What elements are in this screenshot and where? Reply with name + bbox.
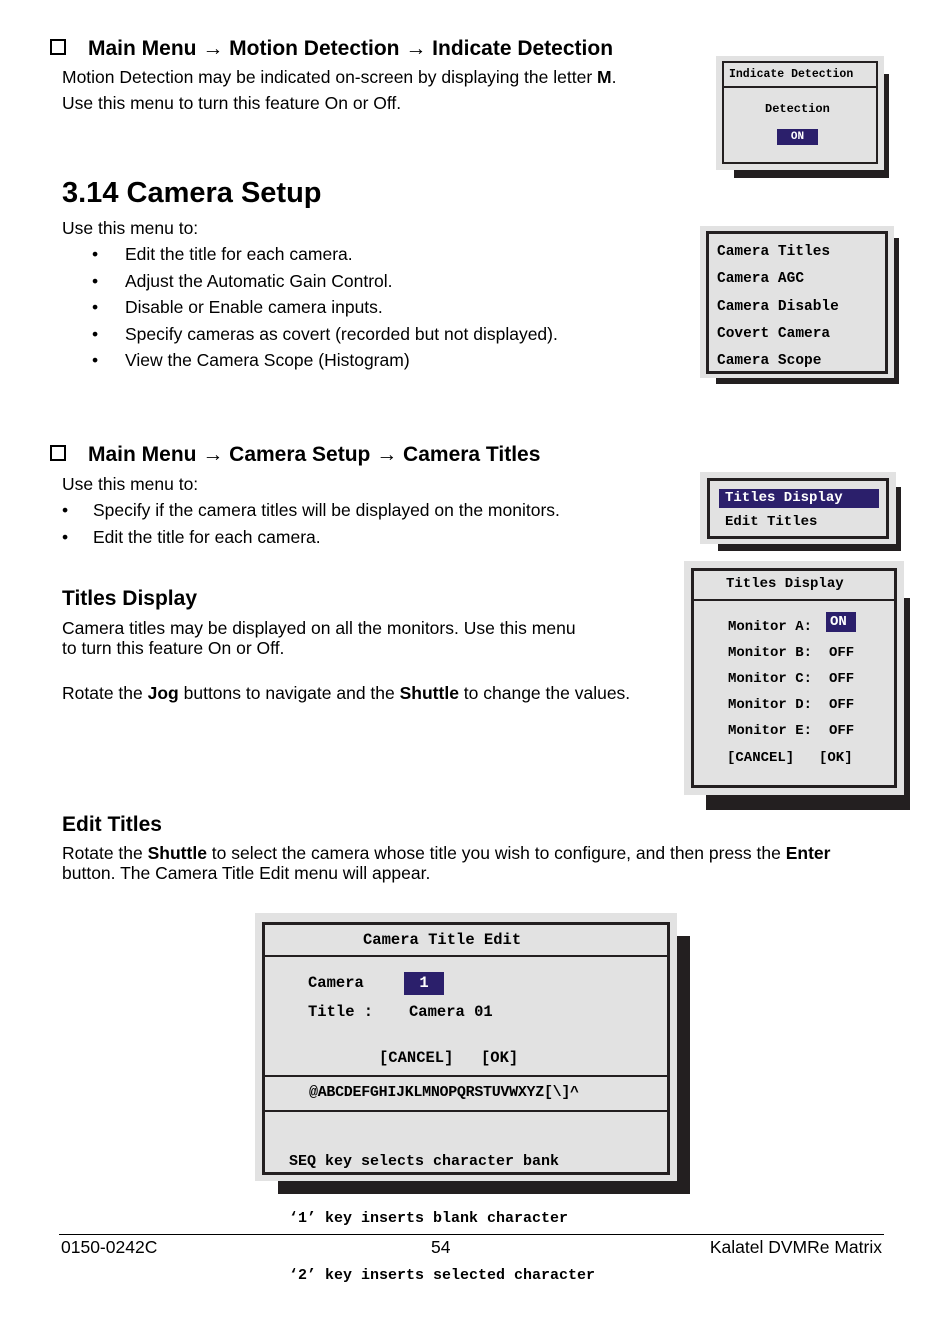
menu-title: Titles Display	[726, 576, 844, 592]
character-bank[interactable]: @ABCDEFGHIJKLMNOPQRSTUVWXYZ[\]^	[309, 1084, 579, 1101]
menu-item-camera-titles[interactable]: Camera Titles	[717, 244, 831, 260]
checkbox-bullet-icon	[50, 39, 66, 55]
monitor-c-value[interactable]: OFF	[829, 671, 855, 687]
monitor-a-value[interactable]: ON	[826, 612, 856, 632]
title-label: Title :	[308, 1003, 374, 1021]
menu-item-camera-agc[interactable]: Camera AGC	[717, 271, 805, 288]
detection-value[interactable]: ON	[777, 129, 818, 145]
list-item: • Edit the title for each camera.	[62, 526, 321, 547]
list-item: • Specify cameras as covert (recorded but not displayed).	[92, 323, 558, 344]
subsection-heading-edit-titles: Edit Titles	[62, 813, 162, 836]
monitor-e-value[interactable]: OFF	[829, 723, 855, 739]
monitor-rows	[728, 614, 812, 744]
edit-titles-text-2: button. The Camera Title Edit menu will appear.	[62, 863, 431, 883]
monitor-row: Monitor A:	[728, 619, 813, 635]
list-item: • Edit the title for each camera.	[92, 244, 353, 264]
menu-item-titles-display[interactable]: Titles Display	[719, 489, 879, 508]
menu-item-camera-scope[interactable]: Camera Scope	[717, 353, 822, 370]
indicate-detection-text-2: Use this menu to turn this feature On or Off.	[62, 93, 402, 113]
cancel-button[interactable]: [CANCEL]	[379, 1049, 454, 1067]
footer-page-number: 54	[431, 1237, 451, 1257]
menu-title: Camera Title Edit	[363, 931, 522, 949]
monitor-row: Monitor C:	[728, 671, 813, 687]
section-heading-indicate-detection: Main Menu → Motion Detection → Indicate Detection	[50, 37, 613, 61]
list-item: • Adjust the Automatic Gain Control.	[92, 270, 393, 291]
list-item: • View the Camera Scope (Histogram)	[92, 350, 410, 370]
camera-number-field[interactable]: 1	[404, 972, 444, 995]
monitor-row: Monitor B:	[728, 645, 813, 661]
section-heading-camera-titles: Main Menu → Camera Setup → Camera Titles	[50, 443, 540, 467]
footer-product-name: Kalatel DVMRe Matrix	[709, 1237, 882, 1257]
camera-setup-intro: Use this menu to:	[62, 218, 199, 238]
titles-display-text-1: Camera titles may be displayed on all the monitors. Use this menu to turn this feature On or Off.	[62, 618, 576, 658]
ok-button[interactable]: [OK]	[481, 1049, 519, 1067]
titles-display-menu	[684, 561, 904, 795]
titles-display-text-2: Rotate the Jog buttons to navigate and the Shuttle to change the values.	[62, 683, 631, 703]
camera-setup-bullet-list	[92, 241, 558, 374]
footer-rule	[59, 1234, 884, 1235]
list-item: • Specify if the camera titles will be displayed on the monitors.	[62, 500, 560, 520]
menu-item-edit-titles[interactable]: Edit Titles	[725, 514, 818, 530]
page-title-camera-setup: 3.14 Camera Setup	[62, 177, 322, 209]
monitor-row: Monitor E:	[728, 723, 813, 739]
monitor-row: Monitor D:	[728, 697, 813, 713]
monitor-d-value[interactable]: OFF	[829, 697, 855, 713]
footer-doc-number: 0150-0242C	[61, 1237, 158, 1257]
menu-item-camera-disable[interactable]: Camera Disable	[717, 298, 839, 315]
title-field[interactable]: Camera 01	[409, 1003, 493, 1021]
list-item: • Disable or Enable camera inputs.	[92, 297, 383, 317]
edit-titles-text-1: Rotate the Shuttle to select the camera whose title you wish to configure, and then press the Enter	[62, 843, 831, 863]
detection-label: Detection	[765, 102, 830, 116]
monitor-b-value[interactable]: OFF	[829, 645, 855, 661]
camera-titles-menu	[700, 472, 896, 544]
camera-titles-bullet-list	[62, 497, 560, 550]
camera-label: Camera	[308, 974, 364, 992]
subsection-heading-titles-display: Titles Display	[62, 587, 198, 610]
indicate-detection-text-1: Motion Detection may be indicated on-screen by displaying the letter M.	[62, 67, 617, 87]
menu-item-covert-camera[interactable]: Covert Camera	[717, 325, 831, 342]
checkbox-bullet-icon	[50, 445, 66, 461]
ok-button[interactable]: [OK]	[819, 750, 853, 766]
camera-titles-intro: Use this menu to:	[62, 474, 199, 494]
help-text: SEQ key selects character bank ‘1’ key inserts blank character ‘2’ key inserts selected character	[289, 1153, 596, 1284]
menu-title: Indicate Detection	[729, 68, 854, 81]
camera-setup-menu	[700, 226, 894, 378]
indicate-detection-menu	[716, 56, 884, 170]
cancel-button[interactable]: [CANCEL]	[727, 750, 795, 766]
